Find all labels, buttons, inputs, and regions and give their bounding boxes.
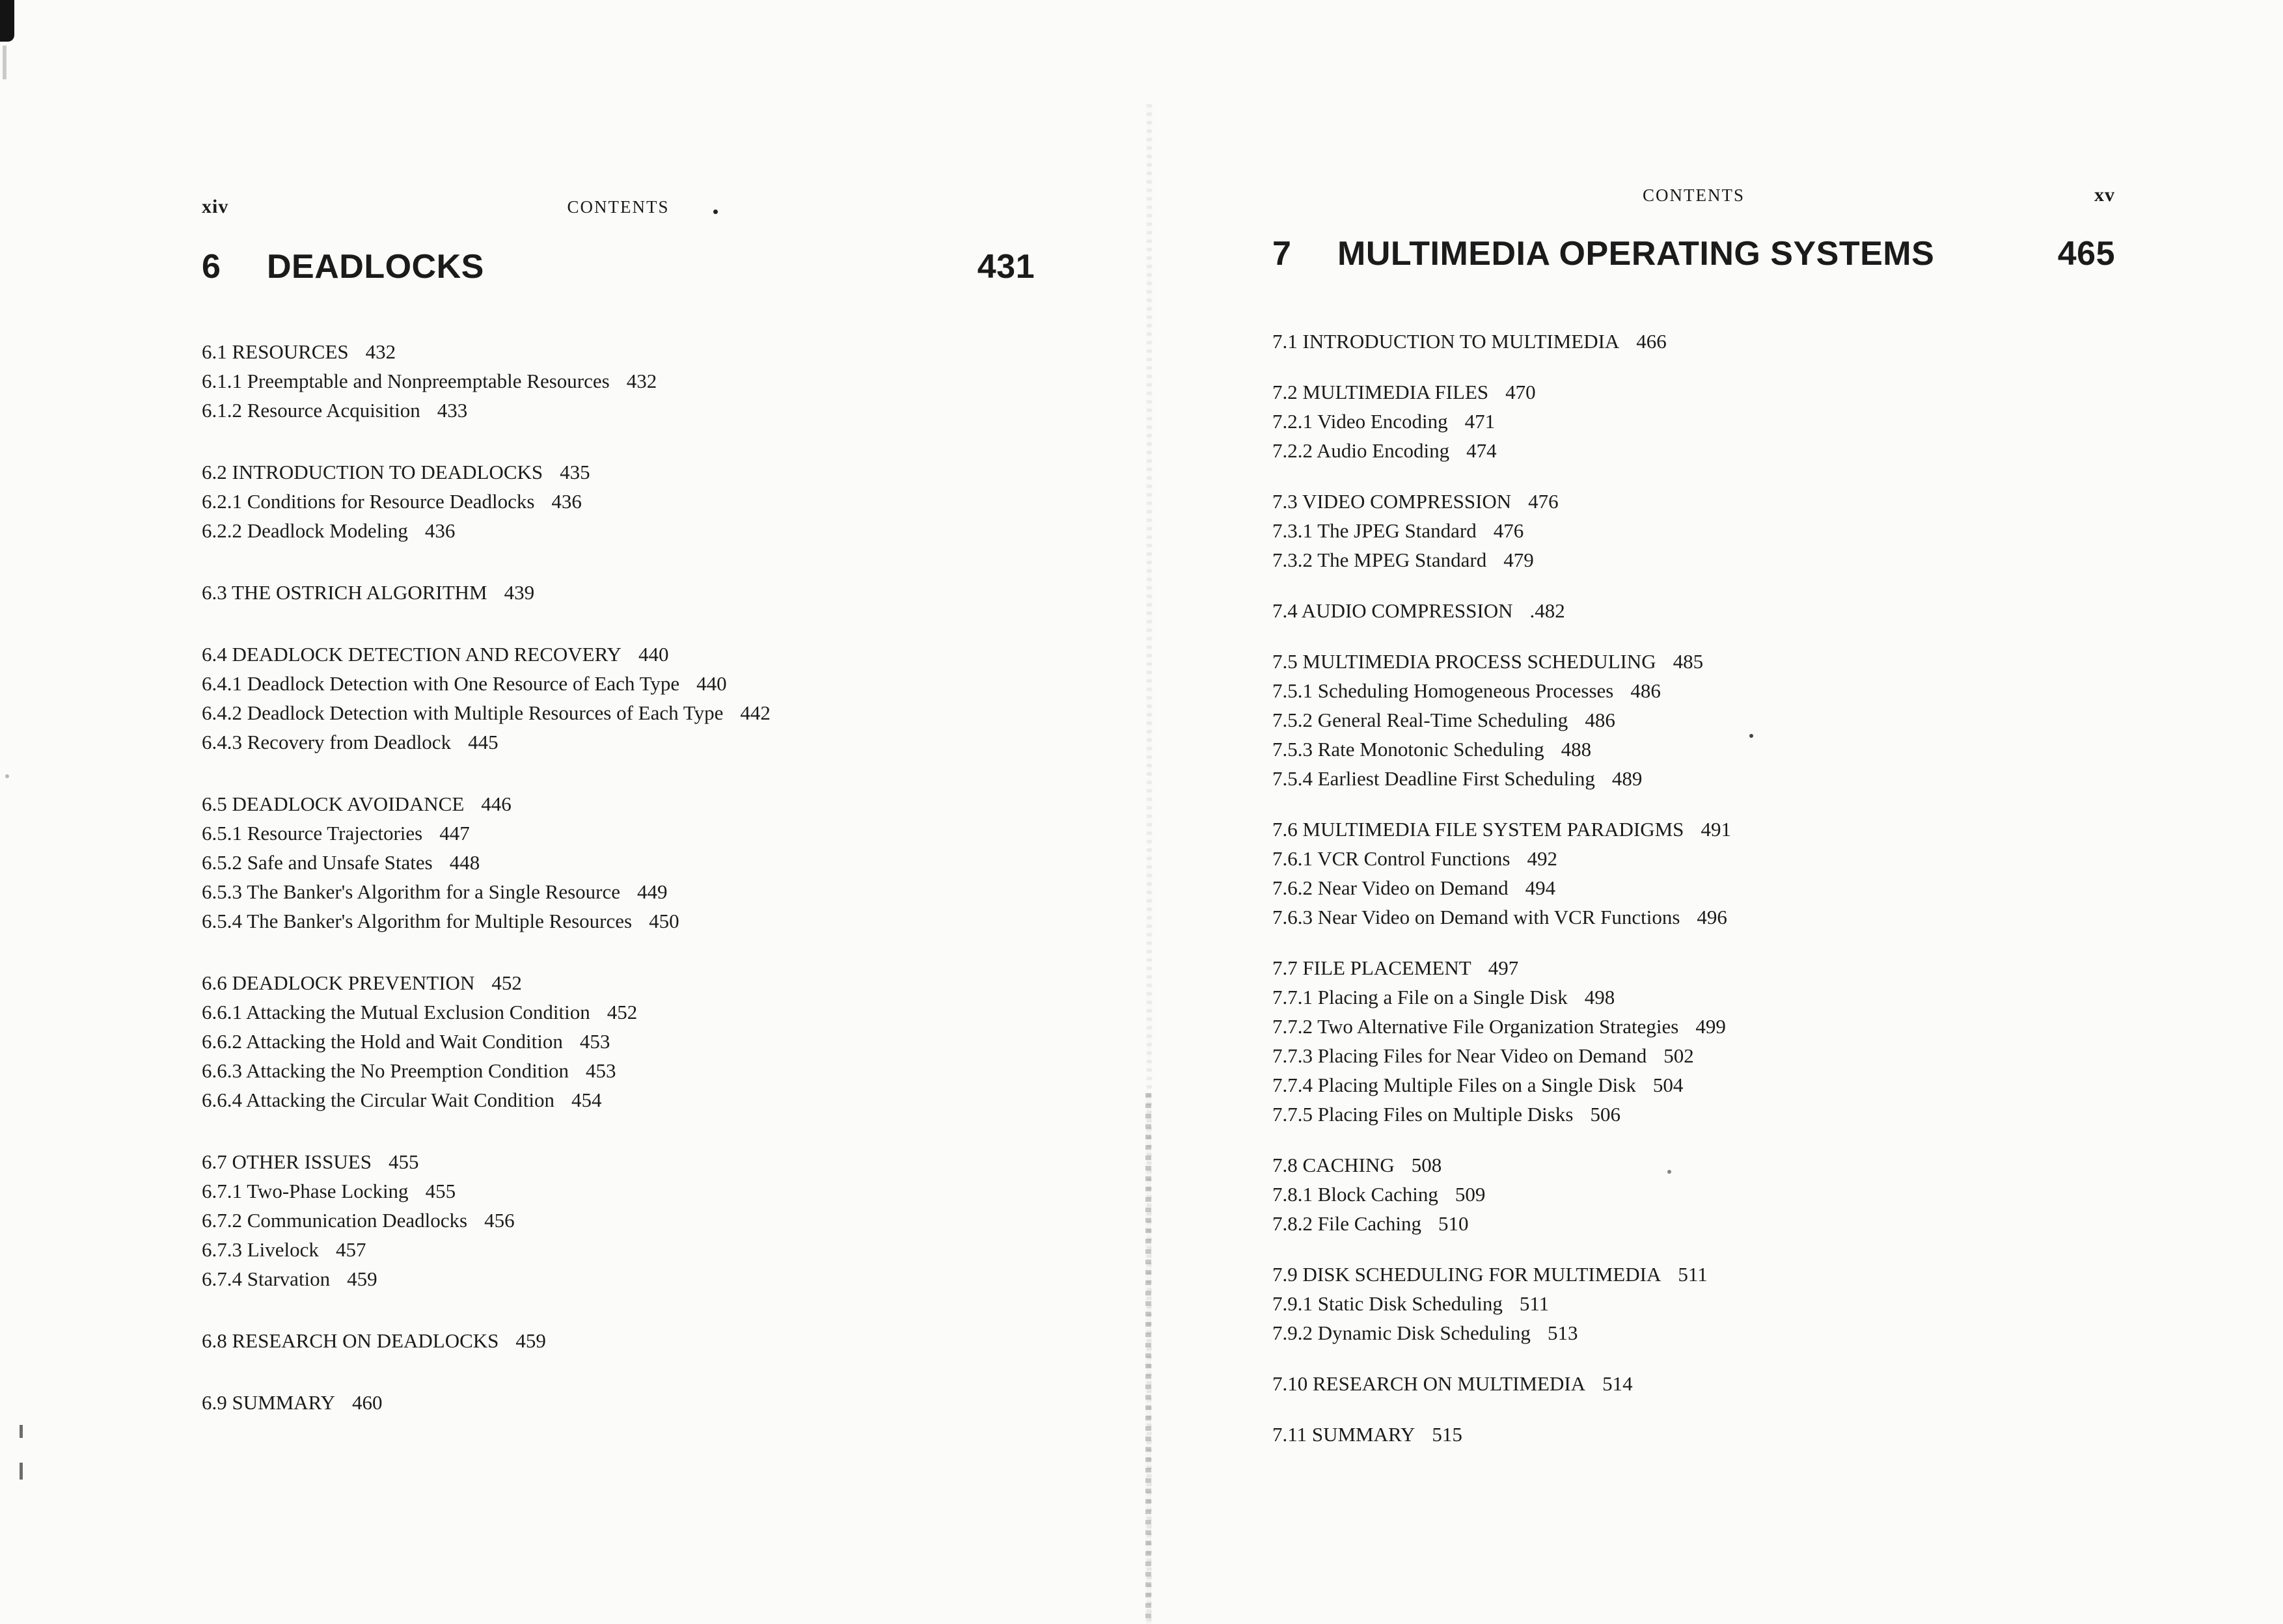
toc-entry-page: 454	[571, 1089, 602, 1111]
toc-entry-title: 6.6 DEADLOCK PREVENTION	[202, 971, 475, 994]
toc-section	[202, 578, 1035, 607]
toc-entry-title: 6.2.1 Conditions for Resource Deadlocks	[202, 490, 535, 513]
toc-entry	[202, 1388, 1035, 1417]
toc-entry-page: 440	[696, 672, 727, 695]
toc-entry-page: 479	[1503, 548, 1534, 571]
toc-entry-page: 476	[1493, 519, 1524, 542]
toc-entry-title: 7.7.1 Placing a File on a Single Disk	[1272, 986, 1568, 1008]
toc-entry-page: 511	[1519, 1292, 1550, 1315]
toc-entry-page: 436	[424, 519, 456, 542]
toc-entry-page: 515	[1432, 1423, 1462, 1446]
toc-section	[202, 337, 1035, 425]
toc-entry	[202, 457, 1035, 487]
toc-entry-page: 452	[607, 1001, 638, 1023]
toc-entry-page: 440	[638, 643, 669, 666]
toc-entry	[202, 1176, 1035, 1206]
toc-section	[1272, 1420, 2115, 1449]
toc-entry-page: 455	[425, 1180, 456, 1202]
right-page-number: xv	[2094, 184, 2115, 206]
toc-entry-page: 509	[1455, 1183, 1486, 1206]
toc-entry-page: 433	[437, 399, 468, 422]
toc-entry	[1272, 436, 2115, 465]
scan-edge-mark	[20, 1463, 23, 1480]
toc-entry	[1272, 407, 2115, 436]
toc-entry	[202, 396, 1035, 425]
toc-entry-page: 486	[1630, 679, 1661, 702]
toc-entry-page: 496	[1697, 906, 1727, 928]
toc-entry-title: 6.1.2 Resource Acquisition	[202, 399, 420, 422]
toc-section	[1272, 647, 2115, 793]
toc-entry-title: 7.6 MULTIMEDIA FILE SYSTEM PARADIGMS	[1272, 818, 1684, 841]
toc-entry-title: 7.8.1 Block Caching	[1272, 1183, 1438, 1206]
toc-entry-title: 6.7.4 Starvation	[202, 1267, 331, 1290]
toc-entry-page: 508	[1411, 1154, 1442, 1176]
toc-entry	[202, 1085, 1035, 1115]
toc-entry-title: 6.4.3 Recovery from Deadlock	[202, 731, 452, 753]
toc-entry-title: 7.2.1 Video Encoding	[1272, 410, 1448, 433]
toc-entry-page: 460	[352, 1391, 383, 1414]
toc-entry-page: 485	[1673, 650, 1704, 673]
toc-entry	[202, 578, 1035, 607]
toc-entry	[202, 848, 1035, 877]
toc-section	[1272, 487, 2115, 575]
toc-entry-title: 6.6.2 Attacking the Hold and Wait Condition	[202, 1030, 563, 1053]
toc-entry-page: 513	[1547, 1321, 1578, 1344]
toc-entry-title: 7.5 MULTIMEDIA PROCESS SCHEDULING	[1272, 650, 1656, 673]
toc-entry-page: 502	[1663, 1044, 1694, 1067]
toc-entry	[1272, 1209, 2115, 1238]
left-running-header	[202, 195, 1035, 219]
toc-entry-page: 453	[579, 1030, 610, 1053]
toc-entry-title: 6.7.2 Communication Deadlocks	[202, 1209, 468, 1232]
toc-entry	[202, 516, 1035, 545]
toc-entry	[1272, 1318, 2115, 1347]
toc-entry-page: .482	[1529, 599, 1565, 622]
toc-entry	[202, 997, 1035, 1027]
toc-entry-title: 7.5.2 General Real-Time Scheduling	[1272, 709, 1568, 731]
toc-section	[202, 640, 1035, 757]
toc-entry-title: 6.3 THE OSTRICH ALGORITHM	[202, 581, 487, 604]
toc-entry	[202, 819, 1035, 848]
scan-edge-mark	[20, 1425, 23, 1438]
toc-entry-page: 442	[740, 701, 771, 724]
toc-section	[202, 789, 1035, 936]
toc-section	[1272, 953, 2115, 1129]
toc-entry-title: 7.5.4 Earliest Deadline First Scheduling	[1272, 767, 1595, 790]
scan-corner-mark	[0, 0, 14, 42]
toc-section	[202, 1326, 1035, 1355]
toc-entry-title: 7.6.1 VCR Control Functions	[1272, 847, 1511, 870]
toc-entry	[1272, 1180, 2115, 1209]
toc-entry-page: 450	[649, 910, 679, 932]
toc-entry-page: 499	[1695, 1015, 1726, 1038]
toc-entry-title: 6.7 OTHER ISSUES	[202, 1150, 372, 1173]
toc-entry-page: 447	[439, 822, 470, 845]
toc-entry	[1272, 705, 2115, 735]
toc-entry	[202, 366, 1035, 396]
toc-entry	[1272, 377, 2115, 407]
toc-entry	[1272, 1100, 2115, 1129]
left-chapter-page: 431	[977, 248, 1035, 286]
toc-entry-title: 7.7.4 Placing Multiple Files on a Single Disk	[1272, 1074, 1636, 1096]
toc-section	[1272, 815, 2115, 932]
toc-entry-title: 6.7.3 Livelock	[202, 1238, 319, 1261]
toc-entry-page: 435	[560, 461, 590, 483]
toc-entry-page: 476	[1528, 490, 1559, 513]
left-chapter-title: DEADLOCKS	[267, 248, 484, 286]
toc-entry	[202, 906, 1035, 936]
left-chapter-number: 6	[202, 248, 221, 286]
toc-entry-title: 6.9 SUMMARY	[202, 1391, 335, 1414]
toc-entry-title: 7.2 MULTIMEDIA FILES	[1272, 381, 1489, 403]
toc-entry-page: 459	[347, 1267, 377, 1290]
toc-entry	[202, 669, 1035, 698]
toc-entry	[1272, 647, 2115, 676]
toc-section	[1272, 1369, 2115, 1398]
toc-section	[202, 1388, 1035, 1417]
toc-entry	[1272, 844, 2115, 873]
toc-entry-title: 6.7.1 Two-Phase Locking	[202, 1180, 409, 1202]
toc-entry	[202, 1147, 1035, 1176]
toc-entry	[202, 487, 1035, 516]
toc-entry	[1272, 516, 2115, 545]
toc-entry-page: 452	[491, 971, 522, 994]
page-fold-line-lower	[1145, 1093, 1151, 1624]
toc-entry-page: 511	[1678, 1263, 1708, 1286]
toc-entry	[1272, 545, 2115, 575]
toc-entry-title: 7.6.2 Near Video on Demand	[1272, 876, 1509, 899]
toc-entry	[202, 337, 1035, 366]
toc-entry	[1272, 953, 2115, 982]
toc-entry	[1272, 982, 2115, 1012]
left-toc-sections	[202, 337, 1035, 1417]
toc-section	[1272, 1150, 2115, 1238]
right-running-header-title: CONTENTS	[1643, 185, 1745, 205]
toc-entry-title: 7.1 INTRODUCTION TO MULTIMEDIA	[1272, 330, 1620, 353]
toc-entry-title: 6.4.1 Deadlock Detection with One Resource of Each Type	[202, 672, 680, 695]
toc-entry-title: 6.6.4 Attacking the Circular Wait Condition	[202, 1089, 554, 1111]
toc-entry-page: 448	[449, 851, 480, 874]
toc-section	[202, 457, 1035, 545]
right-page	[1272, 183, 2115, 1449]
toc-entry	[1272, 676, 2115, 705]
toc-entry	[202, 698, 1035, 727]
toc-entry	[202, 640, 1035, 669]
toc-entry-title: 7.9.2 Dynamic Disk Scheduling	[1272, 1321, 1531, 1344]
right-chapter-number: 7	[1272, 235, 1292, 273]
toc-entry-page: 491	[1701, 818, 1731, 841]
toc-entry-page: 432	[365, 340, 396, 363]
toc-entry-title: 7.7 FILE PLACEMENT	[1272, 956, 1471, 979]
toc-entry	[1272, 735, 2115, 764]
toc-entry-page: 455	[388, 1150, 419, 1173]
toc-entry-title: 7.7.3 Placing Files for Near Video on Demand	[1272, 1044, 1647, 1067]
toc-entry-page: 486	[1585, 709, 1615, 731]
toc-entry	[1272, 764, 2115, 793]
toc-entry-page: 453	[585, 1059, 616, 1082]
toc-entry-title: 7.9 DISK SCHEDULING FOR MULTIMEDIA	[1272, 1263, 1661, 1286]
toc-entry	[202, 1056, 1035, 1085]
toc-entry	[202, 877, 1035, 906]
toc-entry	[202, 1235, 1035, 1264]
toc-entry-title: 6.5.1 Resource Trajectories	[202, 822, 423, 845]
left-page	[202, 195, 1035, 1417]
toc-entry-page: 510	[1438, 1212, 1469, 1235]
toc-entry-page: 474	[1466, 439, 1497, 462]
toc-entry-page: 497	[1488, 956, 1519, 979]
toc-entry-title: 6.4.2 Deadlock Detection with Multiple Resources of Each Type	[202, 701, 724, 724]
toc-entry-title: 6.2.2 Deadlock Modeling	[202, 519, 408, 542]
toc-entry-title: 6.6.1 Attacking the Mutual Exclusion Condition	[202, 1001, 590, 1023]
toc-entry	[202, 1326, 1035, 1355]
toc-entry	[1272, 1012, 2115, 1041]
toc-entry	[202, 789, 1035, 819]
toc-entry-title: 6.8 RESEARCH ON DEADLOCKS	[202, 1329, 499, 1352]
left-running-header-title: CONTENTS	[567, 197, 670, 217]
toc-entry-title: 6.5.4 The Banker's Algorithm for Multiple Resources	[202, 910, 633, 932]
toc-section	[1272, 596, 2115, 625]
toc-section	[1272, 1260, 2115, 1347]
toc-entry-title: 6.5.3 The Banker's Algorithm for a Single Resource	[202, 880, 620, 903]
toc-entry-title: 7.8 CACHING	[1272, 1154, 1395, 1176]
toc-section	[202, 1147, 1035, 1293]
right-running-header	[1272, 183, 2115, 207]
toc-entry-page: 436	[551, 490, 582, 513]
toc-entry	[1272, 1369, 2115, 1398]
toc-entry-page: 445	[468, 731, 499, 753]
toc-entry-page: 459	[515, 1329, 546, 1352]
toc-entry	[202, 968, 1035, 997]
toc-entry	[1272, 1041, 2115, 1070]
toc-entry-title: 7.5.1 Scheduling Homogeneous Processes	[1272, 679, 1614, 702]
toc-entry-page: 494	[1525, 876, 1556, 899]
left-page-number: xiv	[202, 196, 229, 217]
toc-entry-page: 492	[1527, 847, 1557, 870]
toc-entry-page: 457	[335, 1238, 366, 1261]
toc-entry	[1272, 1420, 2115, 1449]
right-chapter-heading	[1272, 234, 2115, 273]
toc-entry-title: 7.8.2 File Caching	[1272, 1212, 1422, 1235]
right-toc-sections	[1272, 327, 2115, 1449]
toc-entry	[202, 1206, 1035, 1235]
toc-entry-title: 7.9.1 Static Disk Scheduling	[1272, 1292, 1503, 1315]
toc-entry-title: 6.5 DEADLOCK AVOIDANCE	[202, 792, 465, 815]
right-chapter-page: 465	[2057, 235, 2115, 273]
toc-entry-title: 7.2.2 Audio Encoding	[1272, 439, 1450, 462]
toc-entry	[1272, 1070, 2115, 1100]
toc-entry-page: 498	[1584, 986, 1615, 1008]
toc-entry-page: 432	[626, 370, 657, 392]
toc-entry-page: 446	[481, 792, 512, 815]
toc-entry	[1272, 1150, 2115, 1180]
toc-section	[1272, 377, 2115, 465]
toc-entry-page: 506	[1590, 1103, 1620, 1126]
toc-entry-title: 6.6.3 Attacking the No Preemption Condition	[202, 1059, 569, 1082]
toc-entry-title: 7.11 SUMMARY	[1272, 1423, 1415, 1446]
toc-entry	[202, 1027, 1035, 1056]
toc-entry-page: 466	[1636, 330, 1667, 353]
toc-entry	[1272, 902, 2115, 932]
toc-entry-title: 6.1 RESOURCES	[202, 340, 349, 363]
toc-entry	[202, 727, 1035, 757]
toc-entry-title: 6.4 DEADLOCK DETECTION AND RECOVERY	[202, 643, 622, 666]
toc-entry	[202, 1264, 1035, 1293]
toc-entry-page: 470	[1505, 381, 1536, 403]
toc-entry	[1272, 327, 2115, 356]
toc-entry	[1272, 487, 2115, 516]
toc-entry	[1272, 873, 2115, 902]
toc-entry-title: 6.2 INTRODUCTION TO DEADLOCKS	[202, 461, 543, 483]
toc-entry-page: 456	[484, 1209, 515, 1232]
toc-entry-title: 7.7.5 Placing Files on Multiple Disks	[1272, 1103, 1574, 1126]
toc-entry	[1272, 815, 2115, 844]
left-chapter-heading	[202, 247, 1035, 286]
toc-section	[1272, 327, 2115, 356]
toc-entry-title: 7.10 RESEARCH ON MULTIMEDIA	[1272, 1372, 1586, 1395]
toc-entry-title: 7.7.2 Two Alternative File Organization Strategies	[1272, 1015, 1679, 1038]
toc-entry-title: 7.6.3 Near Video on Demand with VCR Functions	[1272, 906, 1680, 928]
toc-entry-title: 7.5.3 Rate Monotonic Scheduling	[1272, 738, 1544, 761]
toc-entry-title: 7.4 AUDIO COMPRESSION	[1272, 599, 1513, 622]
toc-entry-page: 439	[504, 581, 535, 604]
toc-entry-title: 7.3.2 The MPEG Standard	[1272, 548, 1487, 571]
toc-entry-page: 514	[1602, 1372, 1633, 1395]
toc-section	[202, 968, 1035, 1115]
toc-entry-title: 7.3 VIDEO COMPRESSION	[1272, 490, 1512, 513]
toc-entry	[1272, 1260, 2115, 1289]
toc-entry	[1272, 596, 2115, 625]
toc-entry-page: 488	[1561, 738, 1592, 761]
toc-entry-page: 489	[1611, 767, 1643, 790]
scan-speck	[5, 774, 9, 778]
toc-entry-title: 6.5.2 Safe and Unsafe States	[202, 851, 433, 874]
toc-entry-page: 449	[636, 880, 668, 903]
toc-entry-page: 504	[1652, 1074, 1684, 1096]
toc-entry-title: 7.3.1 The JPEG Standard	[1272, 519, 1477, 542]
scan-corner-mark-faint	[3, 46, 7, 79]
toc-entry-page: 471	[1464, 410, 1496, 433]
toc-entry-title: 6.1.1 Preemptable and Nonpreemptable Resources	[202, 370, 610, 392]
toc-entry	[1272, 1289, 2115, 1318]
right-chapter-title: MULTIMEDIA OPERATING SYSTEMS	[1337, 235, 1935, 273]
